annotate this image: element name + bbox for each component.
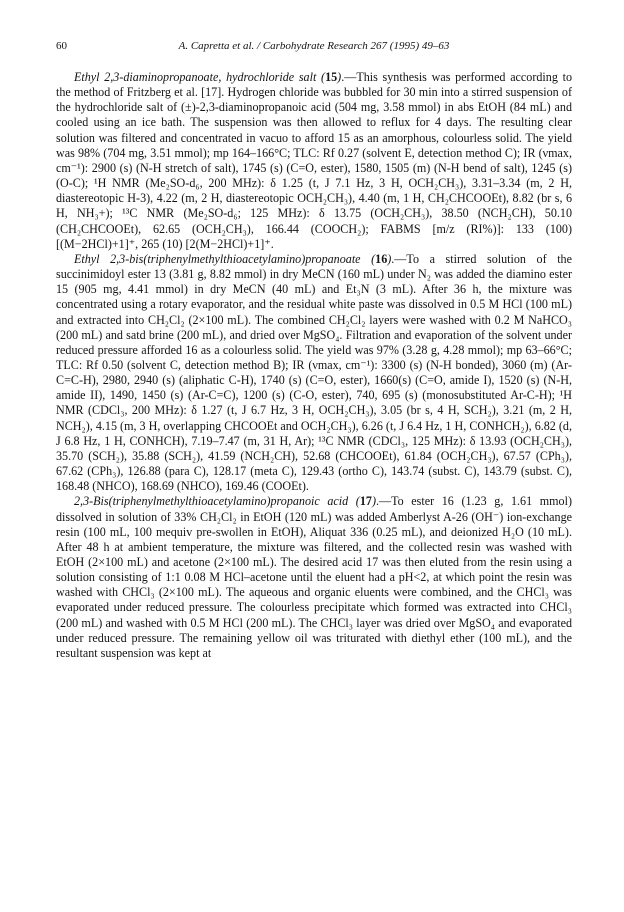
paragraph-compound-16 xyxy=(56,252,572,495)
paragraph-text: .—To a stirred solution of the succinimidoyl ester 13 (3.81 g, 8.82 mmol) in dry MeCN (160 mL) under N₂ was added the diamino ester 15 (905 mg, 4.41 mmol) in dry MeCN (40 mL) and Et₃N (3 mL). After 36 h, the mixture was concentrated using a rotary evaporator, and the residual white paste was dissolved in 0.5 M HCl (100 mL) and extracted into CH₂Cl₂ (2×100 mL). The combined CH₂Cl₂ layers were washed with 0.2 M NaHCO₃ (200 mL) and satd brine (200 mL), and dried over MgSO₄. Filtration and evaporation of the solvent under reduced pressure afforded 16 as a colourless solid. The yield was 97% (3.28 g, 4.28 mmol); mp 63–66°C; TLC: Rf 0.50 (solvent C, detection method B); IR (νmax, cm⁻¹): 3300 (s) (N-H bonded), 3060 (m) (Ar-C=C-H), 2980, 2940 (s) (aliphatic C-H), 1740 (s) (C=O, ester), 1660(s) (C=O, amide I), 1520 (s) (N-H, amide II), 1490, 1450 (s) (Ar-C=C), 1200 (s) (C-O, ester), 740, 695 (s) (monosubstituted Ar-C-H); ¹H NMR (CDCl₃, 200 MHz): δ 1.27 (t, J 6.7 Hz, 3 H, OCH₂CH₃), 3.05 (br s, 4 H, SCH₂), 3.21 (m, 2 H, NCH₂), 4.15 (m, 3 H, overlapping CHCOOEt and OCH₂CH₃), 6.26 (t, J 6.4 Hz, 1 H, CONHCH₂), 6.82 (d, J 6.8 Hz, 1 H, CONHCH), 7.19–7.47 (m, 31 H, Ar); ¹³C NMR (CDCl₃, 125 MHz): δ 13.93 (OCH₂CH₃), 35.70 (SCH₂), 35.88 (SCH₂), 41.59 (NCH₂CH), 52.68 (CHCOOEt), 61.84 (OCH₂CH₃), 67.57 (CPh₃), 67.62 (CPh₃), 126.88 (para C), 128.17 (meta C), 129.43 (ortho C), 143.74 (subst. C), 143.79 (subst. C), 168.48 (NHCO), 168.69 (NHCO), 169.46 (COOEt). xyxy=(56,251,572,494)
page-header xyxy=(56,40,572,56)
compound-number: 15 xyxy=(325,70,338,84)
article-body xyxy=(56,70,572,661)
paragraph-text: .—This synthesis was performed according to the method of Fritzberg et al. [17]. Hydrogen chloride was bubbled for 30 min into a stirred suspension of the hydrochloride salt of (±)-2,3-diaminopropanoic acid (504 mg, 3.58 mmol) in abs EtOH (84 mL) and cooled using an ice bath. The suspension was then allowed to reflux for 4 days. The resulting clear solution was filtered and concentrated in vacuo to afford 15 as an amorphous, colourless solid. The yield was 98% (704 mg, 3.51 mmol); mp 164–166°C; TLC: Rf 0.27 (solvent E, detection method C); IR (νmax, cm⁻¹): 2900 (s) (N-H stretch of salt), 1745 (s) (C=O, ester), 1580, 1505 (m) (N-H bend of salt), 1245 (s) (O-C); ¹H NMR (Me₂SO-d₆, 200 MHz): δ 1.25 (t, J 7.1 Hz, 3 H, OCH₂CH₃), 3.31–3.34 (m, 2 H, diastereotopic H-3), 4.22 (m, 2 H, diastereotopic OCH₂CH₃), 4.40 (m, 1 H, CH₂CHCOOEt), 8.82 (br s, 6 H, NH₃+); ¹³C NMR (Me₂SO-d₆; 125 MHz): δ 13.75 (OCH₂CH₃), 38.50 (NCH₂CH), 50.10 (CH₂CHCOOEt), 62.65 (OCH₂CH₃), 166.44 (COOCH₂); FABMS [m/z (RI%)]: 133 (100) [(M−2HCl)+1]⁺, 265 (10) [2(M−2HCl)+1]⁺. xyxy=(56,70,572,251)
paragraph-compound-15 xyxy=(56,70,572,252)
paragraph-compound-17 xyxy=(56,494,572,661)
page-number: 60 xyxy=(56,40,67,52)
paragraph-text: .—To ester 16 (1.23 g, 1.61 mmol) dissolved in solution of 33% CH₂Cl₂ in EtOH (120 mL) was added Amberlyst A-26 (OH⁻) ion-exchange resin (100 mL, 100 mequiv pre-swollen in EtOH), Aliquat 336 (0.25 mL), and deionized H₂O (10 mL). After 48 h at ambient temperature, the mixture was filtered, and the collected resin was washed with EtOH (2×100 mL) and acetone (2×100 mL). The desired acid 17 was then eluted from the resin using a solution consisting of 1:1 0.08 M HCl–acetone until the eluent had a pH<2, at which point the resin was washed with CHCl₃ (2×100 mL). The aqueous and organic eluents were combined, and the CHCl₃ was evaporated under reduced pressure. The colourless precipitate which formed was extracted into CHCl₃ (200 mL) and washed with 0.5 M HCl (200 mL). The CHCl₃ layer was dried over MgSO₄ and evaporated under reduced pressure. The remaining yellow oil was triturated with diethyl ether (100 mL), and the resultant suspension was kept at xyxy=(56,494,572,660)
running-title: A. Capretta et al. / Carbohydrate Research 267 (1995) 49–63 xyxy=(178,40,450,52)
section-title: 2,3-Bis(triphenylmethylthioacetylamino)propanoic acid (17) xyxy=(74,494,376,509)
section-title: Ethyl 2,3-diaminopropanoate, hydrochloride salt (15) xyxy=(74,70,342,84)
section-title: Ethyl 2,3-bis(triphenylmethylthioacetylamino)propanoate (16) xyxy=(74,251,392,266)
compound-number: 16 xyxy=(375,251,388,266)
compound-number: 17 xyxy=(359,494,372,509)
